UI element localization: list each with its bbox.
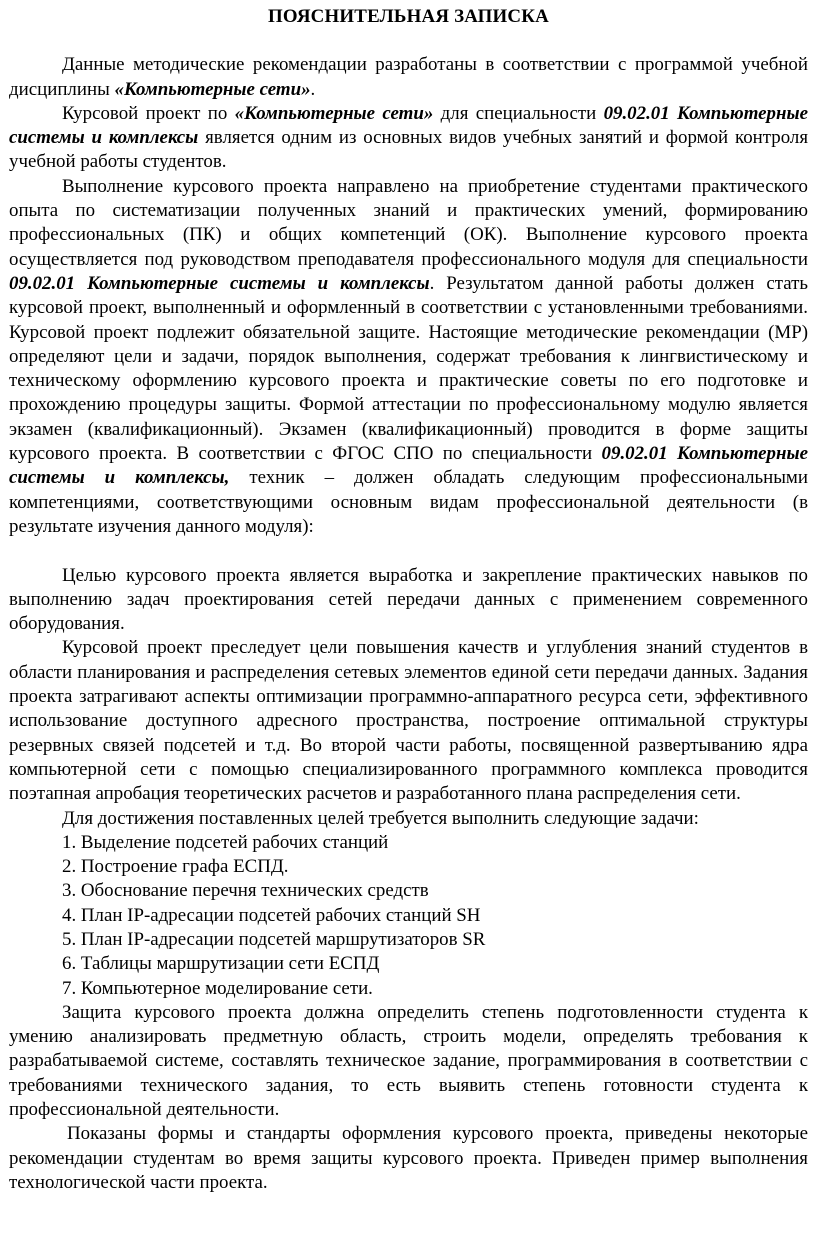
task-list	[9, 831, 808, 1001]
document-title: ПОЯСНИТЕЛЬНАЯ ЗАПИСКА	[267, 6, 550, 27]
list-item: 4. План IP-адресации подсетей рабочих станций SH	[62, 904, 481, 926]
list-item: 6. Таблицы маршрутизации сети ЕСПД	[62, 953, 380, 975]
course-discipline: «Компьютерные сети»	[234, 102, 434, 124]
intro-end: .	[310, 78, 316, 100]
execution-specialty-2: 09.02.01 Компьютерные системы и комплексы,	[9, 443, 808, 489]
list-item: 7. Компьютерное моделирование сети.	[62, 977, 373, 999]
paragraph-objectives: Курсовой проект преследует цели повышения качеств и углубления знаний студентов в области планирования и распределения сетевых элементов единой сети передачи данных. Задания проекта затрагивают аспекты оптимизации программно-аппаратного ресурса сети, эффективного использование доступного адресного пространства, построение оптимальной структуры резервных связей подсетей и т.д. Во второй части работы, посвященной развертыванию ядра компьютерной сети с помощью специализированного программного комплекса проводится поэтапная апробация теоретических расчетов и разработанного плана распределения сети.	[9, 637, 808, 805]
course-text-3: является одним из основных видов учебных занятий и формой контроля учебной работы студентов.	[9, 127, 809, 173]
list-item: 2. Построение графа ЕСПД.	[62, 856, 289, 878]
list-item: 1. Выделение подсетей рабочих станций	[62, 831, 389, 853]
execution-specialty: 09.02.01 Компьютерные системы и комплексы	[9, 272, 430, 294]
paragraph-goal: Целью курсового проекта является выработка и закрепление практических навыков по выполнению задач проектирования сетей передачи данных с применением современного оборудования.	[9, 564, 808, 635]
paragraph-tasks-intro: Для достижения поставленных целей требуется выполнить следующие задачи:	[62, 807, 699, 829]
paragraph-defense: Защита курсового проекта должна определить степень подготовленности студента к умению анализировать предметную область, строить модели, определять требования к разрабатываемой системе, составлять техническое задание, программирования в соответствии с требованиями технического задания, то есть выявить степень готовности студента к профессиональной деятельности.	[9, 1001, 808, 1121]
course-specialty: 09.02.01 Компьютерные системы и комплексы	[9, 102, 808, 149]
discipline-name: «Компьютерные сети»	[114, 78, 311, 100]
paragraph-intro	[9, 53, 808, 102]
execution-text-1: Выполнение курсового проекта направлено на приобретение студентами практического опыта по систематизации полученных знаний и практических умений, формированию профессиональных (ПК) и общих компетенций (ОК). Выполнение курсового проекта осуществляется под руководством преподавателя профессионального модуля для специальности	[9, 175, 808, 270]
list-item: 5. План IP-адресации подсетей маршрутизаторов SR	[62, 928, 486, 950]
execution-text-2: . Результатом данной работы должен стать курсовой проект, выполненный и оформленный в соответствии с установленными требованиями. Курсовой проект подлежит обязательной защите. Настоящие методические рекомендации (МР) определяют цели и задачи, порядок выполнения, содержат требования к лингвистическому и техническому оформлению курсового проекта и практические советы по его подготовке и прохождению процедуры защиты. Формой аттестации по профессиональному модулю является экзамен (квалификационный). Экзамен (квалификационный) проводится в форме защиты курсового проекта. В соответствии с ФГОС СПО по специальности	[9, 272, 808, 465]
paragraph-forms: Показаны формы и стандарты оформления курсового проекта, приведены некоторые рекомендации студентам во время защиты курсового проекта. Приведен пример выполнения технологической части проекта.	[9, 1123, 808, 1193]
intro-text: Данные методические рекомендации разработаны в соответствии с программой учебной дисциплины	[9, 54, 808, 100]
execution-text-3: техник – должен обладать следующим профессиональными компетенциями, соответствующими основным видам профессиональной деятельности (в результате изучения данного модуля):	[9, 467, 808, 537]
course-text-2: для специальности	[433, 102, 604, 124]
list-item: 3. Обоснование перечня технических средств	[62, 880, 429, 902]
paragraph-execution	[9, 175, 808, 539]
course-text-1: Курсовой проект по	[62, 102, 235, 124]
paragraph-course-project	[9, 102, 808, 175]
